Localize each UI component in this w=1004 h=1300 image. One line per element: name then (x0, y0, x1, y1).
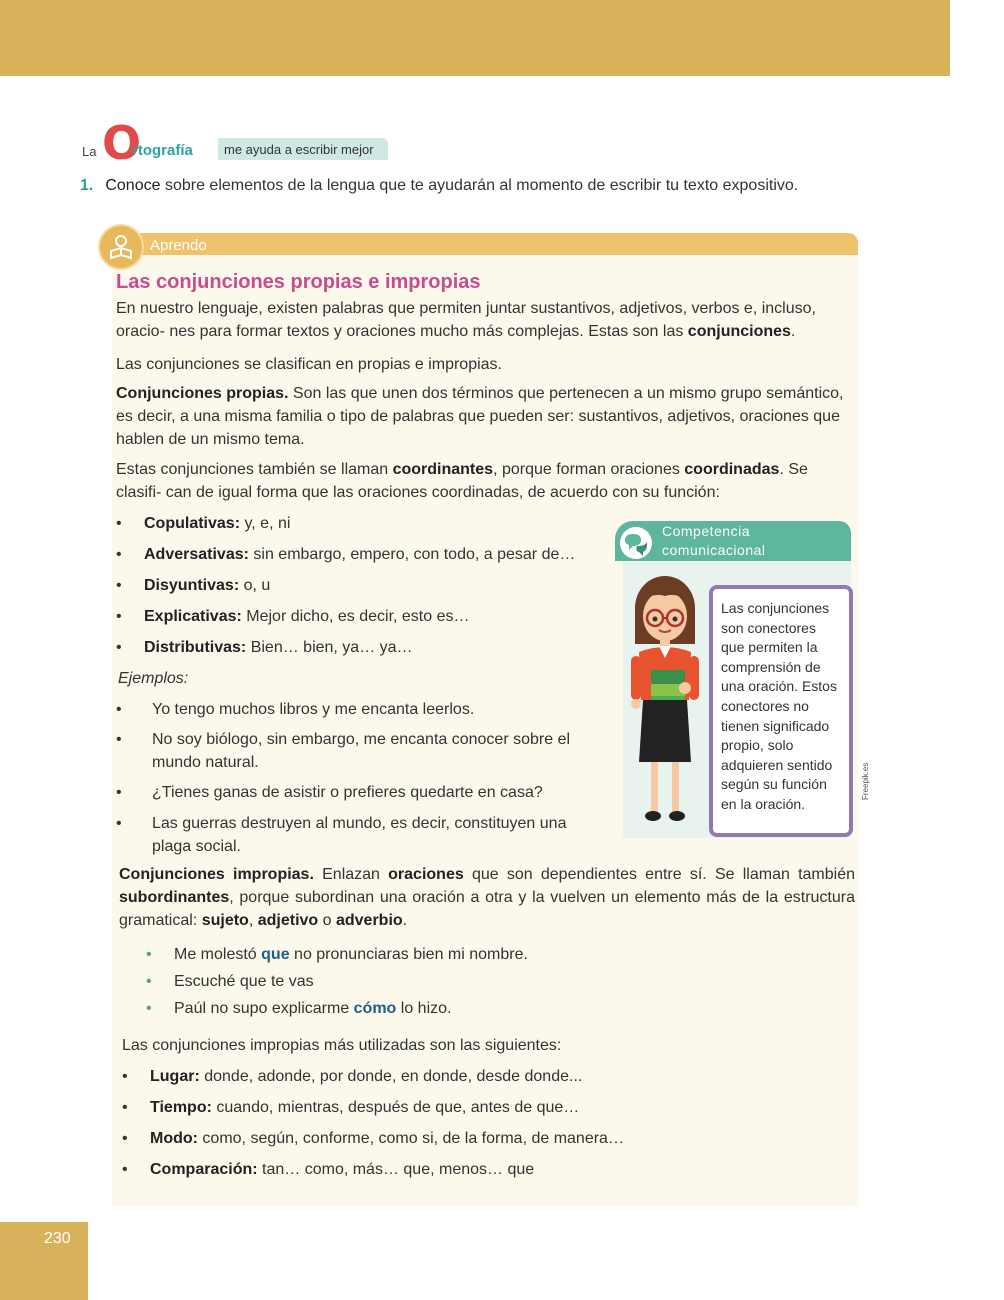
list-item (116, 513, 575, 544)
coord-t3: . Se clasifi- can de igual forma que las oraciones coordinadas, de acuerdo con su función: (116, 461, 808, 501)
imp-b6: adverbio (335, 912, 403, 929)
classify-paragraph: Las conjunciones se clasifican en propias e impropias. (116, 356, 502, 373)
competencia-title-line1: Competencia (662, 523, 750, 539)
examples-list (116, 698, 586, 860)
impropias-examples-list (146, 944, 528, 1025)
coord-b2: coordinadas (684, 461, 780, 478)
list-item (116, 544, 575, 575)
type-text: tan… como, más… que, menos… que (257, 1161, 535, 1178)
type-label: Tiempo: (150, 1099, 212, 1116)
section-title: Las conjunciones propias e impropias (116, 271, 481, 293)
list-item (122, 1128, 624, 1159)
type-text: Bien… bien, ya… ya… (246, 639, 413, 656)
type-text: Mejor dicho, es decir, esto es… (241, 608, 470, 625)
page-number: 230 (44, 1230, 71, 1247)
list-item: • Yo tengo muchos libros y me encanta leerlos. (116, 698, 586, 728)
examples-label: Ejemplos: (118, 670, 189, 687)
imp-b2: oraciones (388, 866, 464, 883)
type-text: sin embargo, empero, con todo, a pesar de… (248, 546, 576, 563)
imp-t1: Enlazan (313, 866, 389, 883)
imp-b5: adjetivo (257, 912, 319, 929)
imp-t3: , porque subordinan una oración a otra y la vuelven un elemento más de la estructura gramatical: (119, 889, 855, 929)
type-text: o, u (239, 577, 271, 594)
header-tag: me ayuda a escribir mejor (218, 138, 388, 160)
coord-b1: coordinantes (392, 461, 494, 478)
type-label: Distributivas: (144, 639, 247, 656)
list-item (146, 944, 528, 971)
imp-t2: que son dependientes entre sí. Se llaman también (463, 866, 855, 883)
list-item (116, 637, 575, 668)
image-credit: Freepik.es (861, 762, 870, 800)
activity-verb: Conoce (105, 177, 161, 194)
aprendo-label: Aprendo (150, 237, 207, 254)
impropias-types-list (122, 1066, 624, 1190)
competencia-text-box: Las conjunciones son conectores que permiten la comprensión de una oración. Estos conectores no tienen significado propio, solo adquieren sentido según su función en la oración. (709, 585, 853, 837)
type-text: donde, adonde, por donde, en donde, desde donde... (199, 1068, 583, 1085)
intro-end: . (790, 323, 796, 340)
list-item (122, 1159, 624, 1190)
propias-types-list (116, 513, 575, 668)
competencia-title (662, 522, 766, 560)
intro-paragraph (116, 297, 852, 343)
type-label: Disyuntivas: (144, 577, 240, 594)
most-used-paragraph: Las conjunciones impropias más utilizadas son las siguientes: (122, 1037, 562, 1054)
ex-post: lo hizo. (396, 1000, 452, 1017)
aprendo-icon (98, 224, 144, 270)
type-label: Copulativas: (144, 515, 241, 532)
type-label: Modo: (150, 1130, 198, 1147)
coordinantes-paragraph (116, 458, 852, 504)
intro-bold: conjunciones (687, 323, 791, 340)
header-ortografia: rtografía (132, 142, 193, 159)
ex-post: no pronunciaras bien mi nombre. (289, 946, 528, 963)
speech-bubble-icon (617, 526, 655, 562)
type-label: Explicativas: (144, 608, 242, 625)
type-label: Adversativas: (144, 546, 249, 563)
header-la: La (82, 144, 97, 159)
type-text: como, según, conforme, como si, de la forma, de manera… (197, 1130, 624, 1147)
teacher-illustration (625, 572, 705, 832)
ex-pre: Escuché que te vas (174, 973, 314, 990)
imp-t4: , (248, 912, 258, 929)
list-item (146, 998, 528, 1025)
activity-number: 1. (80, 177, 94, 194)
ex-keyword: que (261, 946, 290, 963)
header-o-letter: O (102, 116, 142, 170)
list-item (116, 606, 575, 637)
ex-pre: Me molestó (174, 946, 262, 963)
ex-pre: Paúl no supo explicarme (174, 1000, 354, 1017)
competencia-title-line2: comunicacional (662, 542, 766, 558)
propias-paragraph (116, 382, 852, 451)
type-label: Lugar: (150, 1068, 200, 1085)
aprendo-bar (112, 233, 858, 255)
imp-t6: . (402, 912, 408, 929)
reading-person-icon (107, 233, 135, 261)
imp-t5: o (318, 912, 336, 929)
type-text: cuando, mientras, después de que, antes de que… (211, 1099, 580, 1116)
list-item (122, 1097, 624, 1128)
imp-b3: subordinantes (119, 889, 230, 906)
type-label: Comparación: (150, 1161, 258, 1178)
type-text: y, e, ni (240, 515, 291, 532)
list-item: • No soy biólogo, sin embargo, me encanta conocer sobre el mundo natural. (116, 728, 586, 781)
coord-t2: , porque forman oraciones (493, 461, 685, 478)
intro-text: En nuestro lenguaje, existen palabras que permiten juntar sustantivos, adjetivos, verbos e, incluso, oracio- nes para formar textos y oraciones mucho más complejas. Estas son las (116, 300, 816, 340)
imp-b4: sujeto (201, 912, 249, 929)
coord-t1: Estas conjunciones también se llaman (116, 461, 393, 478)
propias-text: Son las que unen dos términos que pertenecen a un mismo grupo semántico, es decir, a una misma familia o tipo de palabras que pueden ser: sustantivos, adjetivos, oraciones que hablen de un mismo tema. (116, 385, 844, 448)
imp-b1: Conjunciones impropias. (119, 866, 314, 883)
list-item (116, 575, 575, 606)
list-item: • Las guerras destruyen al mundo, es decir, constituyen una plaga social. (116, 812, 586, 860)
ex-keyword: cómo (353, 1000, 397, 1017)
list-item (122, 1066, 624, 1097)
propias-bold: Conjunciones propias. (116, 385, 289, 402)
activity-instruction (80, 177, 798, 195)
list-item (146, 971, 528, 998)
activity-text: sobre elementos de la lengua que te ayudarán al momento de escribir tu texto expositivo. (160, 177, 799, 194)
impropias-paragraph (119, 863, 855, 932)
list-item: • ¿Tienes ganas de asistir o prefieres quedarte en casa? (116, 781, 586, 812)
top-color-band (0, 0, 950, 76)
